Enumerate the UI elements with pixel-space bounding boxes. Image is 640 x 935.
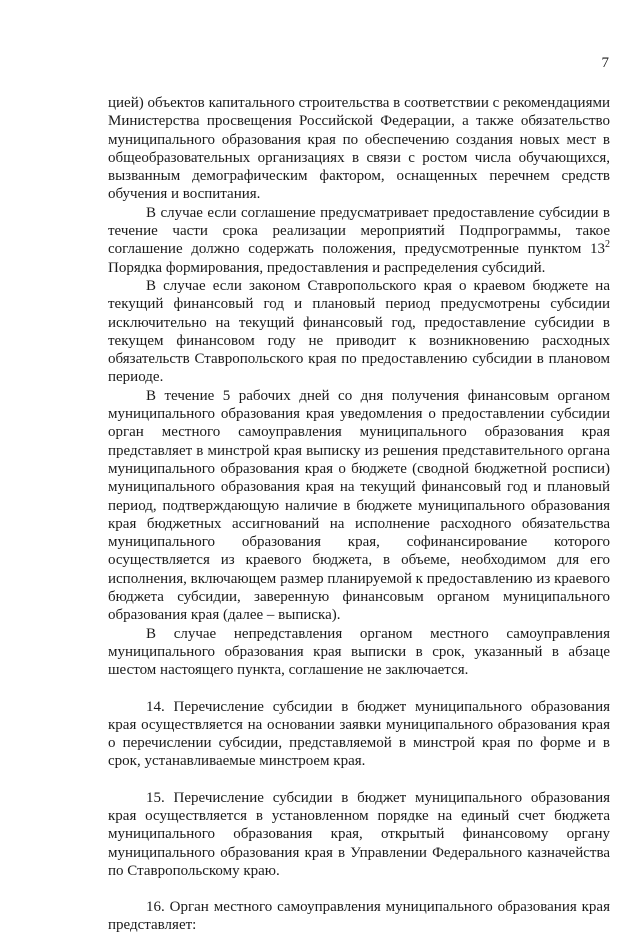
- paragraph-agreement-term-tail: Порядка формирования, предоставления и распределения субсидий.: [108, 259, 546, 276]
- paragraph-non-submission: В случае непредставления органом местного самоуправления муниципального образования края выписки в срок, указанный в абзаце шестом настоящего пункта, соглашение не заключается.: [108, 625, 610, 679]
- paragraph-agreement-term: [108, 204, 610, 277]
- paragraph-five-days: В течение 5 рабочих дней со дня получения финансовым органом муниципального образования края уведомления о предоставлении субсидии орган местного самоуправления муниципального образования края представляет в минстрой края выписку из решения представительного органа муниципального образования края о бюджете (сводной бюджетной росписи) муниципального образования края на текущий финансовый год и плановый период, подтверждающую наличие в бюджете муниципального образования края бюджетных ассигнований на исполнение расходного обязательства муниципального образования края, софинансирование которого осуществляется из краевого бюджета, в объеме, необходимом для его исполнения, включающем размер планируемой к предоставлению из краевого бюджета субсидии, заверенную финансовым органом муниципального образования края (далее – выписка).: [108, 387, 610, 624]
- body-text: [108, 94, 610, 935]
- paragraph-14: 14. Перечисление субсидии в бюджет муниципального образования края осуществляется на основании заявки муниципального образования края о перечислении субсидии, представляемой в минстрой края по форме и в срок, устанавливаемые минстроем края.: [108, 698, 610, 770]
- paragraph-15: 15. Перечисление субсидии в бюджет муниципального образования края осуществляется в установленном порядке на единый счет бюджета муниципального образования края, открытый финансовому органу муниципального образования края в Управлении Федерального казначейства по Ставропольскому краю.: [108, 789, 610, 879]
- paragraph-continuation: цией) объектов капитального строительства в соответствии с рекомендациями Министерства просвещения Российской Федерации, а также обязательство муниципального образования края по обеспечению создания новых мест в общеобразовательных организациях в связи с ростом числа обучающихся, вызванным демографическим фактором, оснащенных перечнем средств обучения и воспитания.: [108, 95, 610, 203]
- page-number: 7: [601, 55, 609, 71]
- paragraph-superscript: 2: [605, 239, 610, 251]
- paragraph-budget-law: В случае если законом Ставропольского края о краевом бюджете на текущий финансовый год и плановый период предусмотрены субсидии исключительно на текущий финансовый год, предоставление субсидии в текущем финансовом году не приводит к возникновению расходных обязательств Ставропольского края по предоставлению субсидии в плановом периоде.: [108, 277, 610, 386]
- paragraph-16: 16. Орган местного самоуправления муниципального образования края представляет:: [108, 899, 610, 934]
- paragraph-agreement-term-text: В случае если соглашение предусматривает предоставление субсидии в течение части срока реализации мероприятий Подпрограммы, такое соглашение должно содержать положения, предусмотренные пунктом 13: [108, 204, 610, 258]
